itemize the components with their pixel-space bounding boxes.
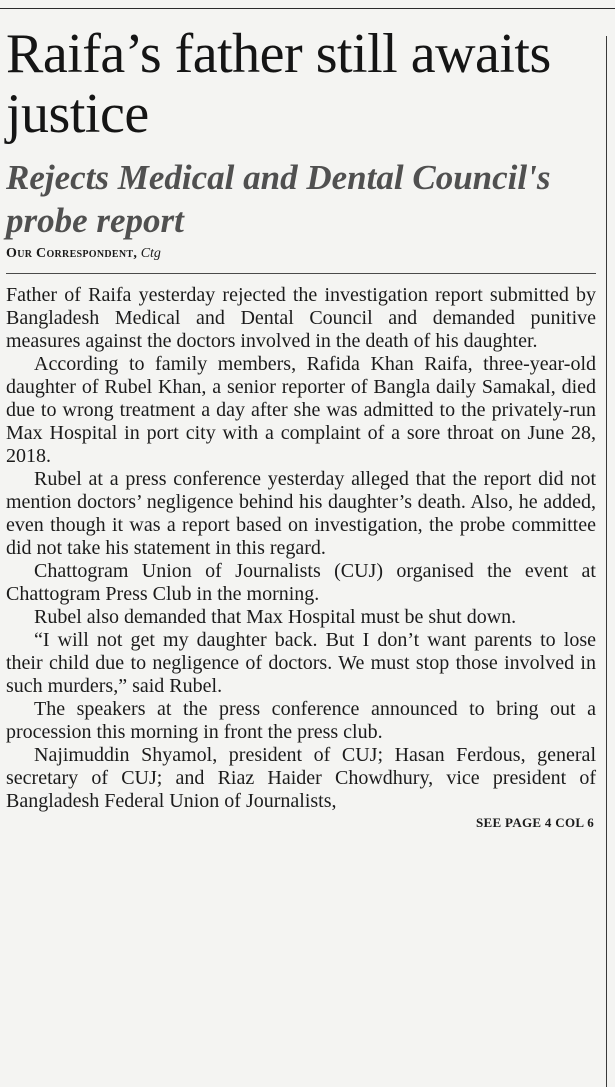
byline xyxy=(6,246,596,262)
subheadline: Rejects Medical and Dental Council's probe report xyxy=(6,158,551,240)
paragraph: “I will not get my daughter back. But I don’t want parents to lose their child due to negligence of doctors. We must stop those involved in such murders,” said Rubel. xyxy=(6,629,596,697)
paragraph: Father of Raifa yesterday rejected the investigation report submitted by Bangladesh Medical and Dental Council and demanded punitive measures against the doctors involved in the death of his daughter. xyxy=(6,284,596,352)
paragraph: Rubel also demanded that Max Hospital must be shut down. xyxy=(34,606,517,628)
column-rule xyxy=(606,36,607,1087)
paragraph: According to family members, Rafida Khan Raifa, three-year-old daughter of Rubel Khan, a senior reporter of Bangla daily Samakal, died due to wrong treatment a day after she was admitted to the privately-run Max Hospital in port city with a complaint of a sore throat on June 28, 2018. xyxy=(6,353,596,467)
paragraph: Chattogram Union of Journalists (CUJ) organised the event at Chattogram Press Club in the morning. xyxy=(6,560,596,605)
paragraph: The speakers at the press conference announced to bring out a procession this morning in front the press club. xyxy=(6,698,596,743)
paragraph: Najimuddin Shyamol, president of CUJ; Hasan Ferdous, general secretary of CUJ; and Riaz Haider Chowdhury, vice president of Bangladesh Federal Union of Journalists, xyxy=(6,744,596,812)
news-article xyxy=(6,24,596,831)
byline-divider xyxy=(6,273,596,274)
headline: Raifa’s father still awaits justice xyxy=(6,23,551,145)
byline-location: Ctg xyxy=(140,246,161,261)
top-rule xyxy=(0,8,615,9)
continuation-jump: SEE PAGE 4 COL 6 xyxy=(476,815,594,830)
paragraph: Rubel at a press conference yesterday alleged that the report did not mention doctors’ negligence behind his daughter’s death. Also, he added, even though it was a report based on investigation, the probe committee did not take his statement in this regard. xyxy=(6,468,596,559)
byline-author: Our Correspondent, xyxy=(6,246,138,261)
article-body xyxy=(6,284,596,813)
